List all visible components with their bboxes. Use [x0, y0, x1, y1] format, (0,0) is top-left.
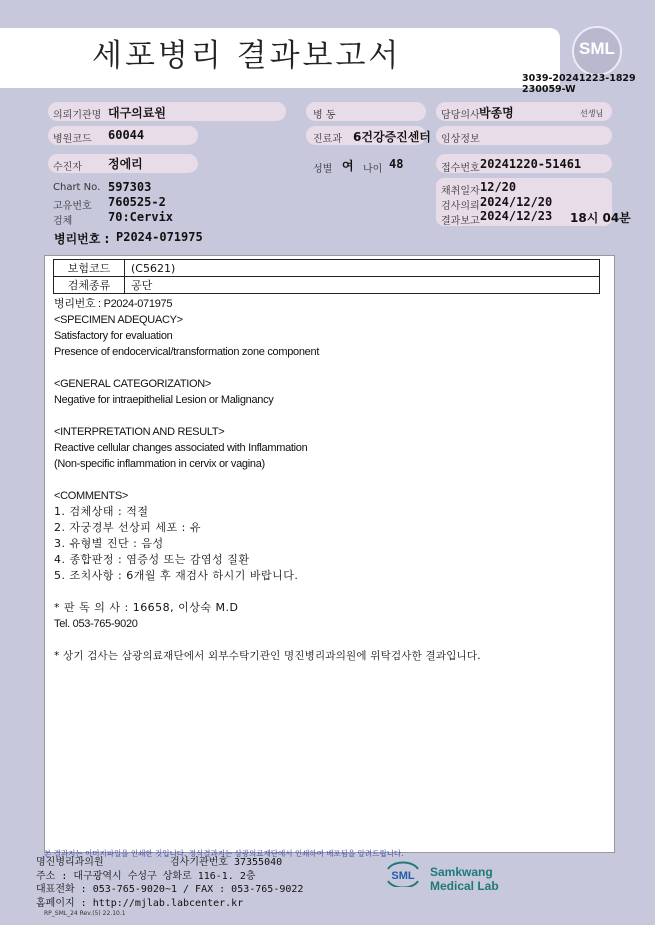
sex-label: 성별 — [313, 164, 333, 175]
revision-code: RP_SML_24 Rev.(5) 22.10.1 — [44, 910, 126, 917]
dept-value: 6건강증진센터 — [353, 130, 431, 144]
report-line: * 판 독 의 사 : 16658, 이상숙 M.D — [54, 601, 239, 614]
report-line: Reactive cellular changes associated with Inflammation — [54, 442, 308, 454]
patient-label: 수진자 — [53, 162, 82, 173]
report-line — [54, 584, 609, 600]
doctor-label: 담당의사 — [441, 110, 480, 121]
insurance-code-value: (C5621) — [125, 260, 600, 277]
samkwang-logo-icon — [384, 861, 422, 887]
doctor-value: 박종명 — [479, 106, 514, 120]
collect-label: 채취일자 — [441, 186, 480, 197]
report-date-value: 2024/12/23 — [480, 209, 553, 223]
footer-info — [36, 856, 303, 910]
report-line: 3. 유형별 진단 : 음성 — [54, 537, 164, 550]
report-line: 4. 종합판정 : 염증성 또는 감염성 질환 — [54, 553, 250, 566]
report-line: Tel. 053-765-9020 — [54, 618, 138, 630]
report-line: 5. 조치사항 : 6개월 후 재검사 하시기 바랍니다. — [54, 569, 299, 582]
report-line: * 상기 검사는 삼광의료재단에서 외부수탁기관인 명진병리과의원에 위탁검사한 결과입니다. — [54, 650, 481, 662]
request-label: 검사의뢰 — [441, 201, 480, 212]
patient-value: 정에리 — [108, 157, 143, 171]
lab-name: 명진병리과의원 — [36, 857, 104, 868]
report-line — [54, 632, 609, 648]
print-notice: 본 결과지는 이미지파일을 인쇄한 것입니다. 정식결과지는 삼광의료재단에서 인쇄하여 배포됨을 알려드립니다. — [44, 849, 404, 858]
table-row — [54, 260, 600, 277]
report-line: (Non-specific inflammation in cervix or vagina) — [54, 458, 265, 470]
insurance-code-key: 보험코드 — [54, 260, 125, 277]
age-value: 48 — [389, 157, 404, 171]
dept-label: 진료과 — [313, 134, 342, 145]
report-line: <INTERPRETATION AND RESULT> — [54, 426, 225, 438]
specimen-type-key: 검체종류 — [54, 277, 125, 294]
lab-phone: 대표전화 : 053-765-9020~1 / FAX : 053-765-9022 — [36, 884, 304, 895]
institution-value: 대구의료원 — [108, 106, 166, 120]
chart-label: Chart No. — [53, 182, 101, 193]
sml-logo-text: SML — [579, 39, 615, 58]
lab-homepage: 홈페이지 : http://mjlab.labcenter.kr — [36, 897, 244, 909]
unique-label: 고유번호 — [53, 201, 92, 212]
collect-value: 12/20 — [480, 180, 517, 194]
lab-address: 주소 : 대구광역시 수성구 상화로 116-1. 2층 — [36, 870, 256, 882]
institution-label: 의뢰기관명 — [53, 110, 102, 121]
report-line: 병리번호 : P2024-071975 — [54, 298, 173, 310]
document-number — [522, 73, 636, 95]
report-line: <COMMENTS> — [54, 490, 129, 502]
sex-value: 여 — [342, 159, 354, 173]
report-date-label: 결과보고 — [441, 216, 480, 227]
specimen-type-value: 공단 — [125, 277, 600, 294]
report-line — [54, 408, 609, 424]
hospital-code-value: 60044 — [108, 128, 145, 142]
receipt-value: 20241220-51461 — [480, 157, 582, 171]
unique-value: 760525-2 — [108, 195, 166, 209]
report-line — [54, 472, 609, 488]
report-line: Satisfactory for evaluation — [54, 330, 173, 342]
samkwang-logo-text — [430, 865, 499, 893]
specimen-value: 70:Cervix — [108, 210, 174, 224]
pathology-number-value: P2024-071975 — [116, 230, 203, 244]
agency-number: 검사기관번호 37355040 — [170, 857, 283, 868]
report-line: <GENERAL CATEGORIZATION> — [54, 378, 212, 390]
insurance-table — [53, 259, 600, 294]
page-title: 세포병리 결과보고서 — [92, 38, 402, 74]
report-line: Presence of endocervical/transformation zone component — [54, 346, 320, 358]
table-row — [54, 277, 600, 294]
hospital-code-label: 병원코드 — [53, 134, 92, 145]
samkwang-logo-mark: SML — [391, 870, 415, 882]
report-time-value: 18시 04분 — [570, 211, 631, 225]
report-line: 2. 자궁경부 선상피 세포 : 유 — [54, 521, 201, 534]
specimen-label: 검체 — [53, 216, 73, 227]
document-number-line2: 230059-W — [522, 84, 576, 95]
report-line: 1. 검체상태 : 적절 — [54, 505, 149, 518]
samkwang-line2: Medical Lab — [430, 879, 499, 893]
report-body — [54, 296, 609, 664]
chart-value: 597303 — [108, 180, 152, 194]
document-number-line1: 3039-20241223-1829 — [522, 73, 636, 84]
doctor-suffix: 선생님 — [580, 109, 604, 118]
request-value: 2024/12/20 — [480, 195, 553, 209]
pathology-number-label: 병리번호 : — [54, 232, 110, 246]
receipt-label: 접수번호 — [441, 163, 480, 174]
report-line: <SPECIMEN ADEQUACY> — [54, 314, 183, 326]
report-line — [54, 360, 609, 376]
clinical-label: 임상정보 — [441, 134, 480, 145]
samkwang-line1: Samkwang — [430, 865, 493, 879]
report-line: Negative for intraepithelial Lesion or Malignancy — [54, 394, 274, 406]
age-label: 나이 — [363, 164, 383, 175]
ward-label: 병 동 — [313, 110, 336, 121]
